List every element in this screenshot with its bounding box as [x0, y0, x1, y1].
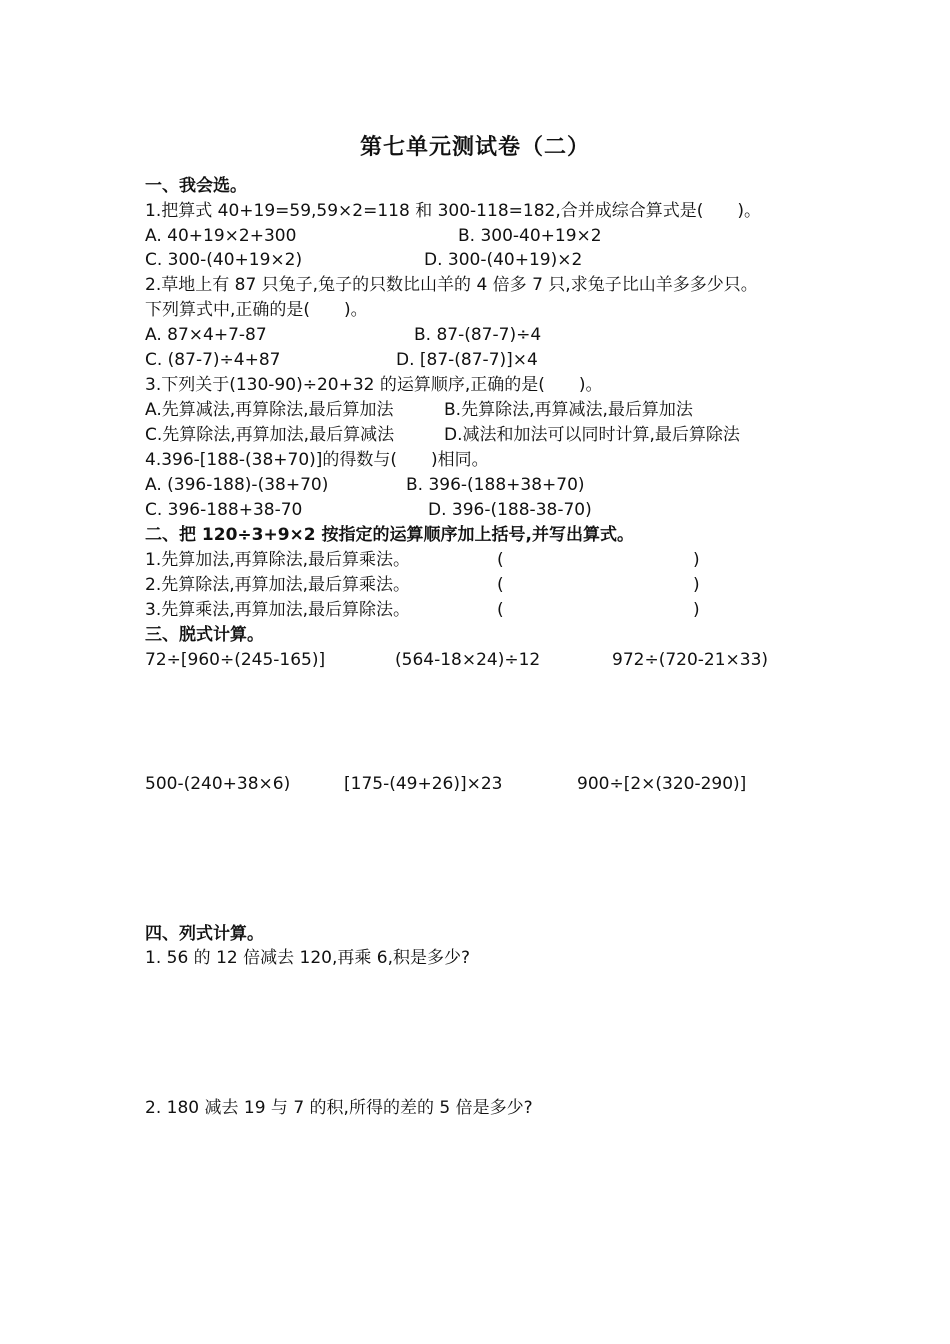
s2-item-3-text: 3.先算乘法,再算加法,最后算除法。	[145, 600, 411, 620]
word-problem-2: 2. 180 减去 19 与 7 的积,所得的差的 5 倍是多少?	[145, 1098, 533, 1118]
s2-item-2-text: 2.先算除法,再算加法,最后算乘法。	[145, 575, 411, 595]
q2-option-b: B. 87-(87-7)÷4	[414, 325, 542, 345]
q4-option-c: C. 396-188+38-70	[145, 500, 303, 520]
q3-option-c: C.先算除法,再算加法,最后算减法	[145, 425, 395, 445]
calc-1: 72÷[960÷(245-165)]	[145, 650, 326, 670]
q1-option-d: D. 300-(40+19)×2	[424, 250, 583, 270]
q3-option-d: D.减法和加法可以同时计算,最后算除法	[444, 425, 740, 445]
s2-item-1-text: 1.先算加法,再算除法,最后算乘法。	[145, 550, 411, 570]
calc-4: 500-(240+38×6)	[145, 774, 291, 794]
section-3-heading: 三、脱式计算。	[145, 625, 264, 645]
q4-option-a: A. (396-188)-(38+70)	[145, 475, 329, 495]
q2-text-line1: 2.草地上有 87 只兔子,兔子的只数比山羊的 4 倍多 7 只,求兔子比山羊多多少只。	[145, 275, 758, 295]
q3-option-a: A.先算减法,再算除法,最后算加法	[145, 400, 394, 420]
s2-item-3-close-paren: )	[693, 600, 700, 620]
q4-text: 4.396-[188-(38+70)]的得数与( )相同。	[145, 450, 489, 470]
section-1-heading: 一、我会选。	[145, 176, 247, 196]
calc-5: [175-(49+26)]×23	[344, 774, 503, 794]
calc-2: (564-18×24)÷12	[395, 650, 541, 670]
section-4-heading: 四、列式计算。	[145, 924, 264, 944]
q2-option-a: A. 87×4+7-87	[145, 325, 267, 345]
q3-option-b: B.先算除法,再算减法,最后算加法	[444, 400, 693, 420]
s2-item-2-close-paren: )	[693, 575, 700, 595]
q2-option-c: C. (87-7)÷4+87	[145, 350, 281, 370]
calc-6: 900÷[2×(320-290)]	[577, 774, 747, 794]
s2-item-1-open-paren: (	[497, 550, 504, 570]
s2-item-3-open-paren: (	[497, 600, 504, 620]
q1-text: 1.把算式 40+19=59,59×2=118 和 300-118=182,合并成综合算式是( )。	[145, 201, 761, 221]
q2-text-line2: 下列算式中,正确的是( )。	[145, 300, 368, 320]
s2-item-2-open-paren: (	[497, 575, 504, 595]
q1-option-c: C. 300-(40+19×2)	[145, 250, 303, 270]
s2-item-1-close-paren: )	[693, 550, 700, 570]
page-title: 第七单元测试卷（二）	[359, 134, 590, 160]
q2-option-d: D. [87-(87-7)]×4	[396, 350, 538, 370]
q1-option-a: A. 40+19×2+300	[145, 226, 297, 246]
word-problem-1: 1. 56 的 12 倍减去 120,再乘 6,积是多少?	[145, 948, 471, 968]
section-2-heading: 二、把 120÷3+9×2 按指定的运算顺序加上括号,并写出算式。	[145, 525, 634, 545]
q4-option-b: B. 396-(188+38+70)	[406, 475, 585, 495]
q3-text: 3.下列关于(130-90)÷20+32 的运算顺序,正确的是( )。	[145, 375, 603, 395]
q1-option-b: B. 300-40+19×2	[458, 226, 602, 246]
calc-3: 972÷(720-21×33)	[612, 650, 769, 670]
q4-option-d: D. 396-(188-38-70)	[428, 500, 592, 520]
